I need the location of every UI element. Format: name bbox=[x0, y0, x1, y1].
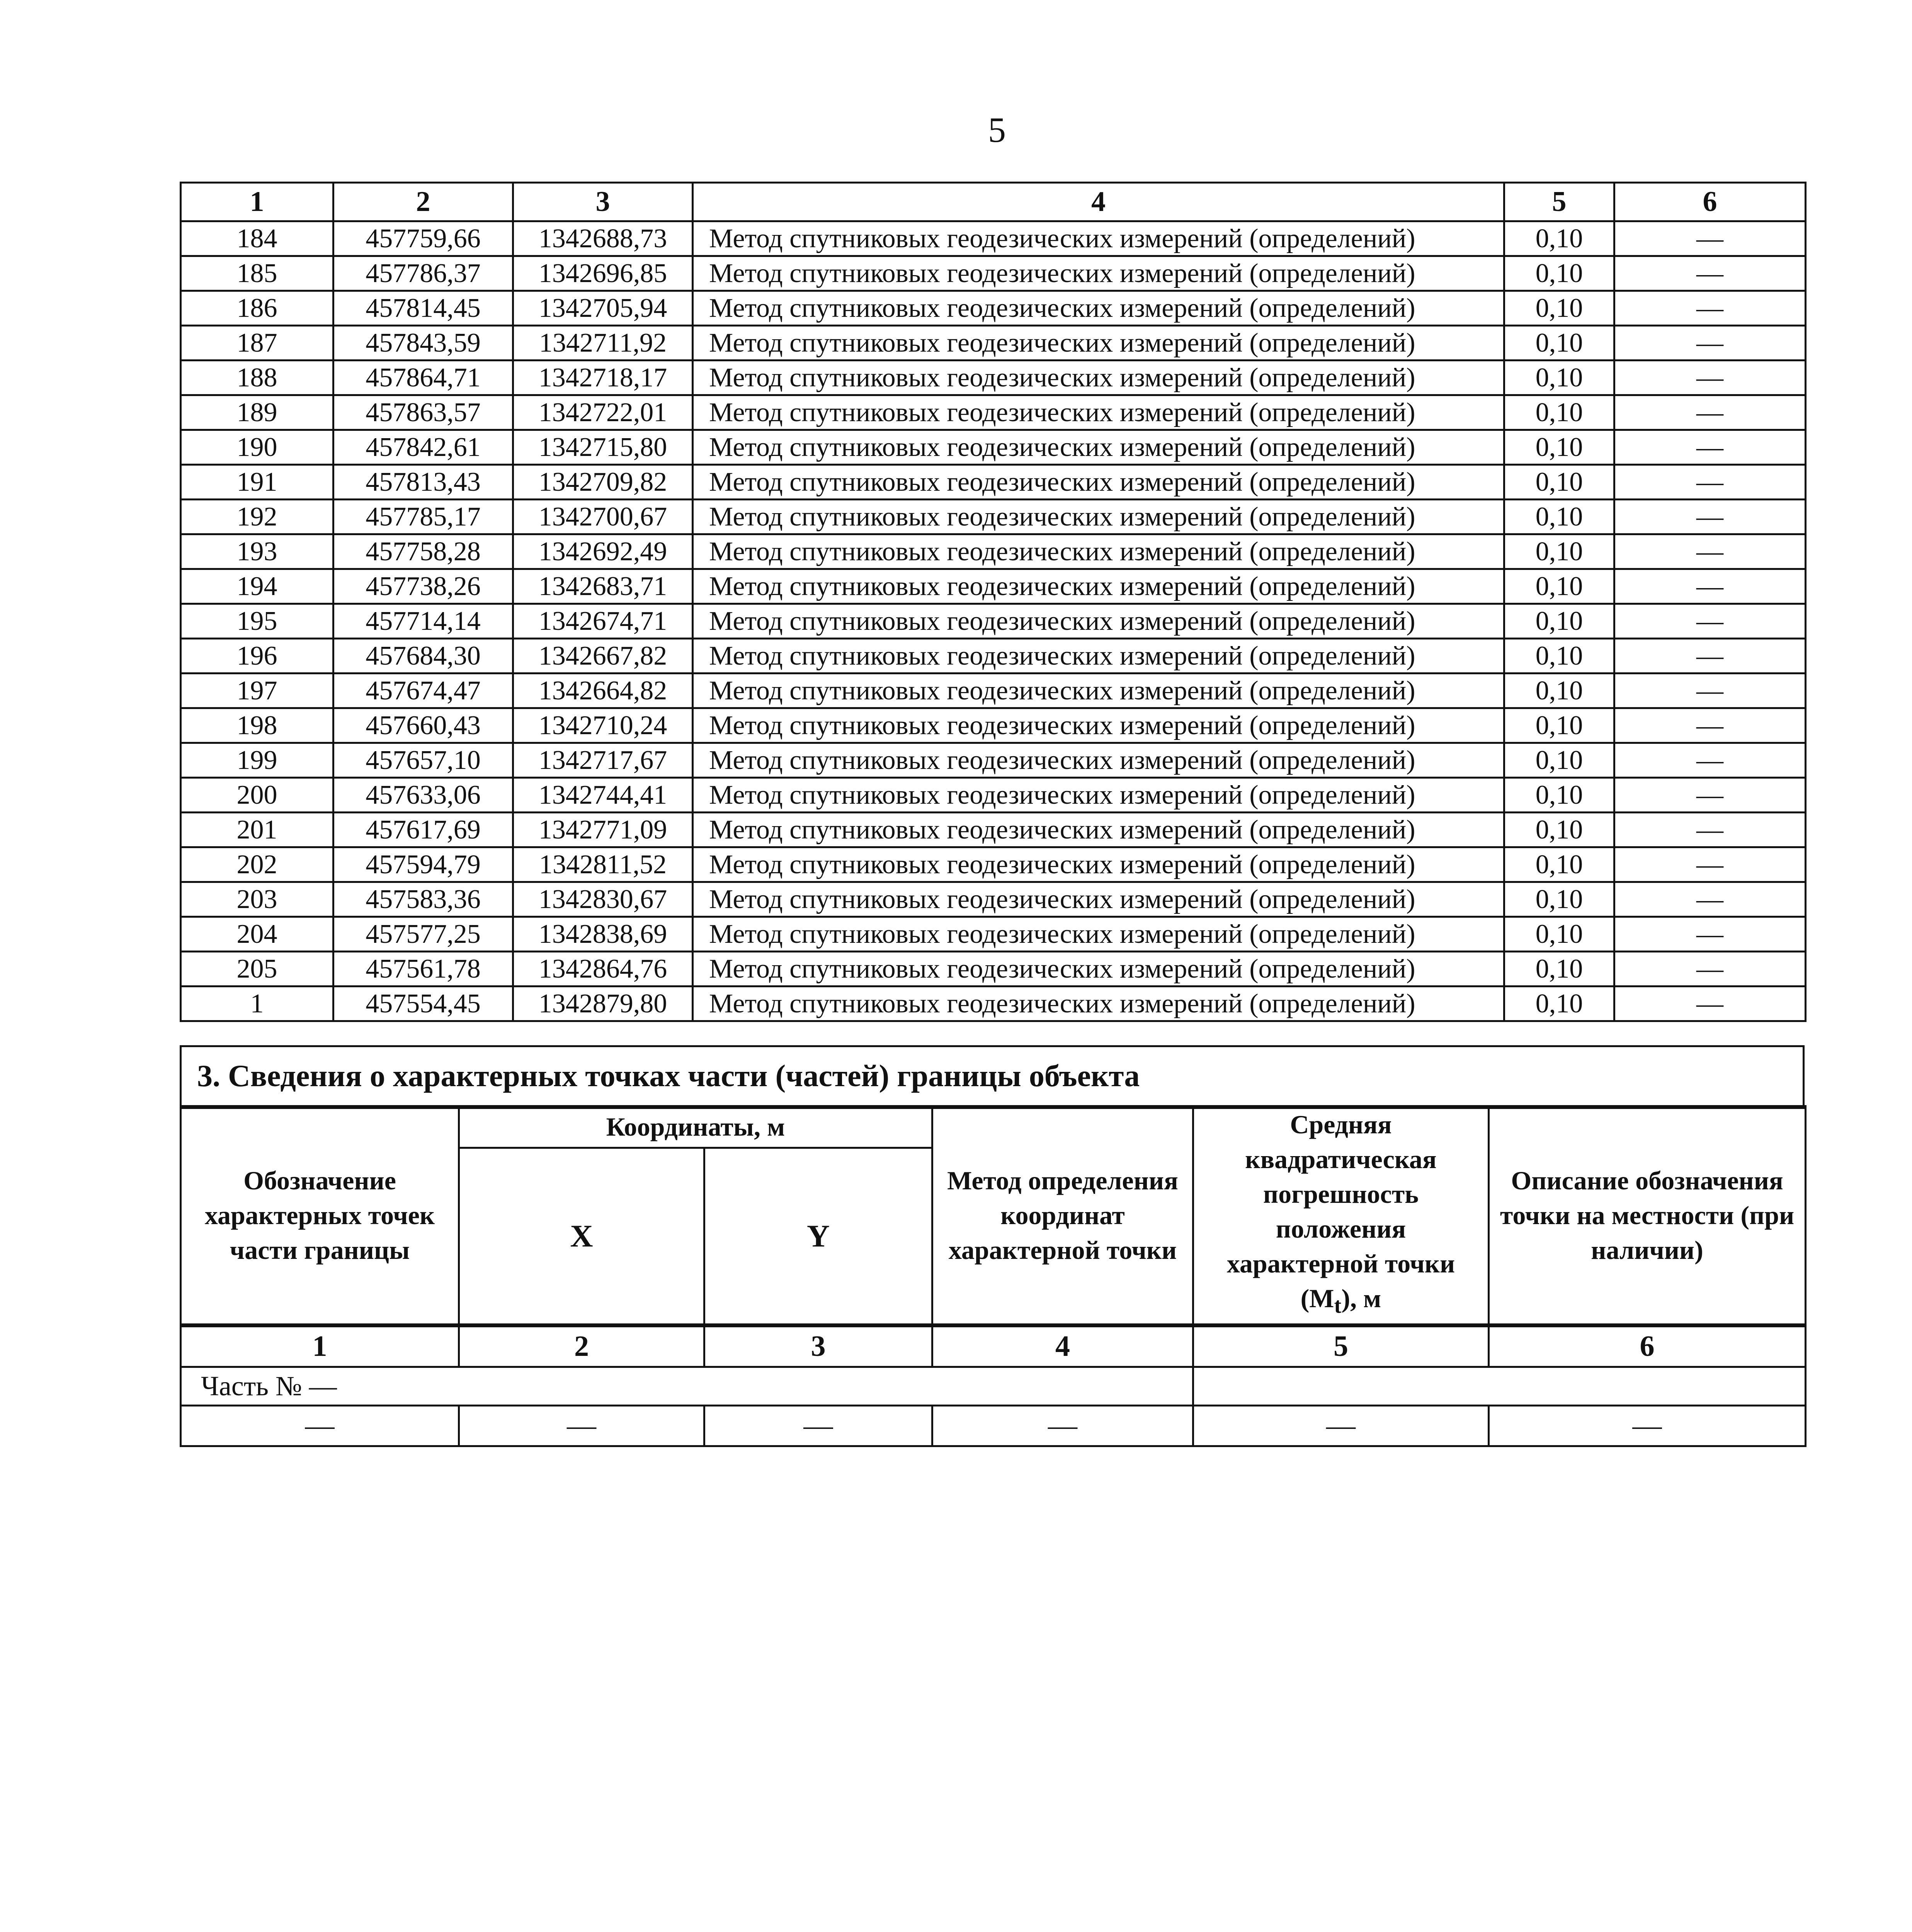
description-cell: — bbox=[1614, 430, 1806, 465]
point-number-cell: 203 bbox=[181, 882, 333, 917]
column-number-5: 5 bbox=[1193, 1325, 1489, 1367]
table-row bbox=[181, 847, 1806, 882]
table-row bbox=[181, 326, 1806, 361]
accuracy-header bbox=[1193, 1106, 1489, 1325]
y-coordinate-cell: 1342705,94 bbox=[513, 291, 693, 326]
table-row bbox=[181, 604, 1806, 639]
y-coordinate-cell: 1342811,52 bbox=[513, 847, 693, 882]
method-cell: Метод спутниковых геодезических измерений (определений) bbox=[693, 847, 1504, 882]
method-cell: Метод спутниковых геодезических измерений (определений) bbox=[693, 465, 1504, 500]
accuracy-cell: 0,10 bbox=[1504, 708, 1614, 743]
point-number-cell: 204 bbox=[181, 917, 333, 952]
method-cell: Метод спутниковых геодезических измерений (определений) bbox=[693, 291, 1504, 326]
table-row bbox=[181, 221, 1806, 256]
y-coordinate-cell: 1342879,80 bbox=[513, 986, 693, 1021]
table-row bbox=[181, 813, 1806, 847]
accuracy-cell: 0,10 bbox=[1504, 986, 1614, 1021]
x-coordinate-cell: 457633,06 bbox=[333, 778, 513, 813]
section-title: 3. Сведения о характерных точках части (частей) границы объекта bbox=[181, 1046, 1804, 1107]
point-number-cell: 189 bbox=[181, 395, 333, 430]
method-cell: Метод спутниковых геодезических измерений (определений) bbox=[693, 326, 1504, 361]
table-row bbox=[181, 395, 1806, 430]
y-coordinate-cell: 1342717,67 bbox=[513, 743, 693, 778]
accuracy-cell: 0,10 bbox=[1504, 500, 1614, 534]
point-number-cell: 205 bbox=[181, 952, 333, 986]
description-cell: — bbox=[1614, 952, 1806, 986]
y-coordinate-cell: 1342696,85 bbox=[513, 256, 693, 291]
point-number-cell: 202 bbox=[181, 847, 333, 882]
description-cell: — bbox=[1614, 708, 1806, 743]
table-row bbox=[181, 534, 1806, 569]
column-number-6: 6 bbox=[1489, 1325, 1806, 1367]
x-coordinate-cell: 457561,78 bbox=[333, 952, 513, 986]
column-number-row bbox=[181, 1325, 1806, 1367]
point-number-cell: 184 bbox=[181, 221, 333, 256]
accuracy-cell: 0,10 bbox=[1504, 673, 1614, 708]
table-row bbox=[181, 361, 1806, 395]
point-number-cell: 199 bbox=[181, 743, 333, 778]
description-cell: — bbox=[1614, 639, 1806, 673]
x-coordinate-cell: 457843,59 bbox=[333, 326, 513, 361]
point-number-cell: 197 bbox=[181, 673, 333, 708]
y-coordinate-cell: 1342830,67 bbox=[513, 882, 693, 917]
part-points-table bbox=[180, 1105, 1807, 1447]
x-coordinate-cell: 457813,43 bbox=[333, 465, 513, 500]
accuracy-cell: 0,10 bbox=[1504, 361, 1614, 395]
method-cell: Метод спутниковых геодезических измерений (определений) bbox=[693, 639, 1504, 673]
point-number-cell: 194 bbox=[181, 569, 333, 604]
y-coordinate-cell: 1342744,41 bbox=[513, 778, 693, 813]
method-cell: Метод спутниковых геодезических измерений (определений) bbox=[693, 952, 1504, 986]
y-coordinate-cell: 1342711,92 bbox=[513, 326, 693, 361]
description-cell: — bbox=[1614, 743, 1806, 778]
y-coordinate-cell: 1342674,71 bbox=[513, 604, 693, 639]
column-number-2: 2 bbox=[459, 1325, 704, 1367]
description-cell: — bbox=[1614, 361, 1806, 395]
accuracy-header-subscript: t bbox=[1334, 1294, 1342, 1318]
method-cell: Метод спутниковых геодезических измерений (определений) bbox=[693, 673, 1504, 708]
x-coordinate-cell: 457674,47 bbox=[333, 673, 513, 708]
table-row bbox=[181, 708, 1806, 743]
x-coordinate-cell: 457594,79 bbox=[333, 847, 513, 882]
accuracy-cell: 0,10 bbox=[1504, 291, 1614, 326]
accuracy-cell: 0,10 bbox=[1504, 534, 1614, 569]
section-title-table bbox=[180, 1045, 1805, 1109]
column-header-5: 5 bbox=[1504, 183, 1614, 221]
description-cell: — bbox=[1614, 986, 1806, 1021]
column-header-3: 3 bbox=[513, 183, 693, 221]
description-cell: — bbox=[1614, 917, 1806, 952]
accuracy-cell: 0,10 bbox=[1504, 221, 1614, 256]
page-number: 5 bbox=[988, 110, 1006, 150]
x-coordinate-cell: 457657,10 bbox=[333, 743, 513, 778]
description-cell: — bbox=[1614, 465, 1806, 500]
description-cell: — bbox=[1614, 256, 1806, 291]
method-cell: Метод спутниковых геодезических измерений (определений) bbox=[693, 395, 1504, 430]
accuracy-cell: 0,10 bbox=[1504, 569, 1614, 604]
table-row bbox=[181, 465, 1806, 500]
description-cell: — bbox=[1614, 847, 1806, 882]
table-row bbox=[181, 743, 1806, 778]
x-coordinate-cell: 457864,71 bbox=[333, 361, 513, 395]
table-row bbox=[181, 986, 1806, 1021]
boundary-points-table bbox=[180, 182, 1807, 1022]
y-coordinate-cell: 1342715,80 bbox=[513, 430, 693, 465]
point-number-cell: 186 bbox=[181, 291, 333, 326]
x-coordinate-cell: 457554,45 bbox=[333, 986, 513, 1021]
y-header: Y bbox=[704, 1148, 932, 1325]
y-coordinate-cell: 1342838,69 bbox=[513, 917, 693, 952]
point-number-cell: 191 bbox=[181, 465, 333, 500]
accuracy-header-unit: ), м bbox=[1341, 1284, 1381, 1313]
x-coordinate-cell: 457684,30 bbox=[333, 639, 513, 673]
table-row bbox=[181, 952, 1806, 986]
x-coordinate-cell: 457785,17 bbox=[333, 500, 513, 534]
accuracy-cell: 0,10 bbox=[1504, 743, 1614, 778]
y-coordinate-cell: 1342692,49 bbox=[513, 534, 693, 569]
method-cell: Метод спутниковых геодезических измерений (определений) bbox=[693, 221, 1504, 256]
column-number-4: 4 bbox=[932, 1325, 1193, 1367]
y-coordinate-cell: 1342722,01 bbox=[513, 395, 693, 430]
description-cell: — bbox=[1614, 882, 1806, 917]
method-cell: Метод спутниковых геодезических измерений (определений) bbox=[693, 430, 1504, 465]
accuracy-cell: 0,10 bbox=[1504, 465, 1614, 500]
description-cell: — bbox=[1614, 604, 1806, 639]
method-cell: Метод спутниковых геодезических измерений (определений) bbox=[693, 256, 1504, 291]
part-row bbox=[181, 1367, 1806, 1405]
y-coordinate-cell: 1342683,71 bbox=[513, 569, 693, 604]
x-coordinate-cell: 457738,26 bbox=[333, 569, 513, 604]
method-cell: Метод спутниковых геодезических измерений (определений) bbox=[693, 778, 1504, 813]
method-cell: Метод спутниковых геодезических измерений (определений) bbox=[693, 743, 1504, 778]
point-number-cell: 1 bbox=[181, 986, 333, 1021]
point-number-cell: 185 bbox=[181, 256, 333, 291]
empty-cell-4: — bbox=[932, 1405, 1193, 1446]
method-cell: Метод спутниковых геодезических измерений (определений) bbox=[693, 604, 1504, 639]
point-number-cell: 198 bbox=[181, 708, 333, 743]
description-cell: — bbox=[1614, 673, 1806, 708]
table-row bbox=[181, 500, 1806, 534]
x-header: X bbox=[459, 1148, 704, 1325]
accuracy-cell: 0,10 bbox=[1504, 256, 1614, 291]
point-number-cell: 190 bbox=[181, 430, 333, 465]
description-cell: — bbox=[1614, 500, 1806, 534]
accuracy-cell: 0,10 bbox=[1504, 395, 1614, 430]
column-header-1: 1 bbox=[181, 183, 333, 221]
method-header: Метод определения координат характерной точки bbox=[932, 1106, 1193, 1325]
description-cell: — bbox=[1614, 813, 1806, 847]
method-cell: Метод спутниковых геодезических измерений (определений) bbox=[693, 986, 1504, 1021]
point-number-cell: 187 bbox=[181, 326, 333, 361]
method-cell: Метод спутниковых геодезических измерений (определений) bbox=[693, 708, 1504, 743]
description-cell: — bbox=[1614, 291, 1806, 326]
accuracy-cell: 0,10 bbox=[1504, 326, 1614, 361]
table-row bbox=[181, 917, 1806, 952]
part-empty-cell bbox=[1193, 1367, 1806, 1405]
method-cell: Метод спутниковых геодезических измерений (определений) bbox=[693, 882, 1504, 917]
description-header: Описание обозначения точки на местности (при наличии) bbox=[1489, 1106, 1806, 1325]
empty-cell-3: — bbox=[704, 1405, 932, 1446]
accuracy-cell: 0,10 bbox=[1504, 813, 1614, 847]
table-row bbox=[181, 256, 1806, 291]
empty-cell-1: — bbox=[181, 1405, 459, 1446]
point-number-cell: 200 bbox=[181, 778, 333, 813]
method-cell: Метод спутниковых геодезических измерений (определений) bbox=[693, 569, 1504, 604]
column-header-6: 6 bbox=[1614, 183, 1806, 221]
x-coordinate-cell: 457617,69 bbox=[333, 813, 513, 847]
description-cell: — bbox=[1614, 778, 1806, 813]
x-coordinate-cell: 457759,66 bbox=[333, 221, 513, 256]
y-coordinate-cell: 1342700,67 bbox=[513, 500, 693, 534]
empty-row bbox=[181, 1405, 1806, 1446]
empty-cell-2: — bbox=[459, 1405, 704, 1446]
point-number-cell: 195 bbox=[181, 604, 333, 639]
designation-header: Обозначение характерных точек части границы bbox=[181, 1106, 459, 1325]
x-coordinate-cell: 457660,43 bbox=[333, 708, 513, 743]
accuracy-cell: 0,10 bbox=[1504, 778, 1614, 813]
point-number-cell: 192 bbox=[181, 500, 333, 534]
description-cell: — bbox=[1614, 534, 1806, 569]
accuracy-cell: 0,10 bbox=[1504, 882, 1614, 917]
point-number-cell: 201 bbox=[181, 813, 333, 847]
x-coordinate-cell: 457577,25 bbox=[333, 917, 513, 952]
empty-cell-6: — bbox=[1489, 1405, 1806, 1446]
coordinates-header: Координаты, м bbox=[459, 1106, 932, 1148]
column-number-1: 1 bbox=[181, 1325, 459, 1367]
description-cell: — bbox=[1614, 569, 1806, 604]
x-coordinate-cell: 457863,57 bbox=[333, 395, 513, 430]
y-coordinate-cell: 1342688,73 bbox=[513, 221, 693, 256]
accuracy-cell: 0,10 bbox=[1504, 847, 1614, 882]
x-coordinate-cell: 457758,28 bbox=[333, 534, 513, 569]
y-coordinate-cell: 1342864,76 bbox=[513, 952, 693, 986]
description-cell: — bbox=[1614, 326, 1806, 361]
x-coordinate-cell: 457583,36 bbox=[333, 882, 513, 917]
accuracy-cell: 0,10 bbox=[1504, 430, 1614, 465]
method-cell: Метод спутниковых геодезических измерений (определений) bbox=[693, 534, 1504, 569]
x-coordinate-cell: 457786,37 bbox=[333, 256, 513, 291]
column-number-3: 3 bbox=[704, 1325, 932, 1367]
description-cell: — bbox=[1614, 395, 1806, 430]
y-coordinate-cell: 1342710,24 bbox=[513, 708, 693, 743]
method-cell: Метод спутниковых геодезических измерений (определений) bbox=[693, 500, 1504, 534]
table-row bbox=[181, 639, 1806, 673]
x-coordinate-cell: 457842,61 bbox=[333, 430, 513, 465]
y-coordinate-cell: 1342664,82 bbox=[513, 673, 693, 708]
accuracy-cell: 0,10 bbox=[1504, 604, 1614, 639]
y-coordinate-cell: 1342667,82 bbox=[513, 639, 693, 673]
part-label: Часть № — bbox=[181, 1367, 1193, 1405]
description-cell: — bbox=[1614, 221, 1806, 256]
y-coordinate-cell: 1342718,17 bbox=[513, 361, 693, 395]
table-row bbox=[181, 778, 1806, 813]
accuracy-cell: 0,10 bbox=[1504, 952, 1614, 986]
x-coordinate-cell: 457814,45 bbox=[333, 291, 513, 326]
table-header-row bbox=[181, 183, 1806, 221]
table-row bbox=[181, 430, 1806, 465]
method-cell: Метод спутниковых геодезических измерений (определений) bbox=[693, 361, 1504, 395]
point-number-cell: 193 bbox=[181, 534, 333, 569]
table-row bbox=[181, 882, 1806, 917]
method-cell: Метод спутниковых геодезических измерений (определений) bbox=[693, 813, 1504, 847]
y-coordinate-cell: 1342709,82 bbox=[513, 465, 693, 500]
table-row bbox=[181, 291, 1806, 326]
method-cell: Метод спутниковых геодезических измерений (определений) bbox=[693, 917, 1504, 952]
point-number-cell: 188 bbox=[181, 361, 333, 395]
x-coordinate-cell: 457714,14 bbox=[333, 604, 513, 639]
column-header-2: 2 bbox=[333, 183, 513, 221]
column-header-4: 4 bbox=[693, 183, 1504, 221]
empty-cell-5: — bbox=[1193, 1405, 1489, 1446]
y-coordinate-cell: 1342771,09 bbox=[513, 813, 693, 847]
accuracy-header-text: Средняя квадратическая погрешность положения характерной точки (M bbox=[1226, 1110, 1455, 1313]
point-number-cell: 196 bbox=[181, 639, 333, 673]
accuracy-cell: 0,10 bbox=[1504, 639, 1614, 673]
table-row bbox=[181, 569, 1806, 604]
table-row bbox=[181, 673, 1806, 708]
accuracy-cell: 0,10 bbox=[1504, 917, 1614, 952]
